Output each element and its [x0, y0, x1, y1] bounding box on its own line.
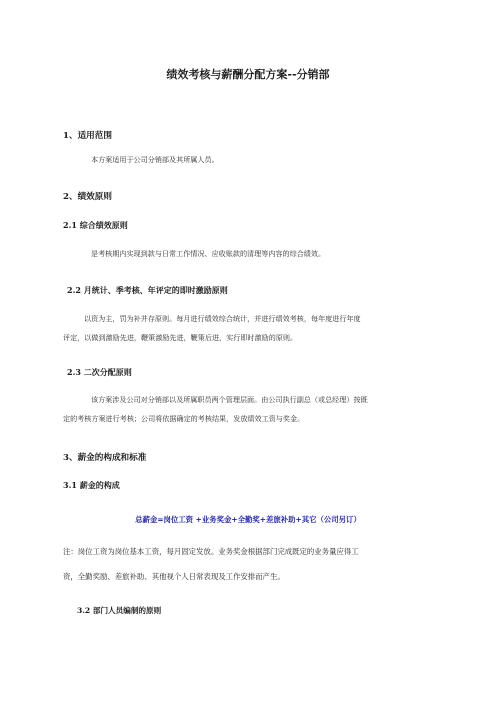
section-2-3-line-2: 定的考核方案进行考核；公司将依据确定的考核结果，发放绩效工资与奖金。 — [63, 414, 305, 423]
section-1-heading: 1、适用范围 — [63, 131, 112, 141]
section-3-heading: 3、薪金的构成和标准 — [63, 453, 147, 463]
section-2-3-heading: 2.3 二次分配原则 — [67, 367, 132, 377]
section-3-1-heading: 3.1 薪金的构成 — [63, 480, 120, 490]
section-2-2-line-1: 以资为主，罚为补并存原则。每月进行绩效综合统计，并进行绩效考核，每年度进行年度 — [84, 314, 361, 323]
section-1-text: 本方案适用于公司分销部及其所属人员。 — [91, 155, 219, 164]
salary-note-line-2: 资，全勤奖励、差旅补助、其他视个人日常表现及工作安排而产生。 — [63, 572, 285, 581]
salary-note-line-1: 注：岗位工资为岗位基本工资，每月固定发放。业务奖金根据部门完成既定的业务量应得工 — [63, 547, 359, 556]
salary-formula: 总薪金=岗位工资 +业务奖金+全勤奖+差旅补助+其它（公司另订） — [135, 515, 361, 524]
document-title: 绩效考核与薪酬分配方案--分销部 — [166, 68, 330, 81]
section-2-2-line-2: 评定，以做到激励先进，鞭策激励先进，鞭策后进，实行即时激励的原则。 — [63, 333, 298, 342]
section-2-2-heading: 2.2 月统计、季考核、年评定的即时激励原则 — [67, 285, 228, 295]
section-2-1-text: 是考核期内实现到款与日常工作情况、应收账款的清理等内容的综合绩效。 — [91, 249, 326, 258]
section-2-heading: 2、绩效原则 — [63, 192, 112, 202]
section-3-2-heading: 3.2 部门人员编制的原则 — [77, 606, 162, 615]
section-2-1-heading: 2.1 综合绩效原则 — [63, 220, 128, 230]
section-2-3-line-1: 该方案涉及公司对分销部以及所属职员两个管理层面。由公司执行副总（或总经理）按既 — [91, 395, 368, 404]
